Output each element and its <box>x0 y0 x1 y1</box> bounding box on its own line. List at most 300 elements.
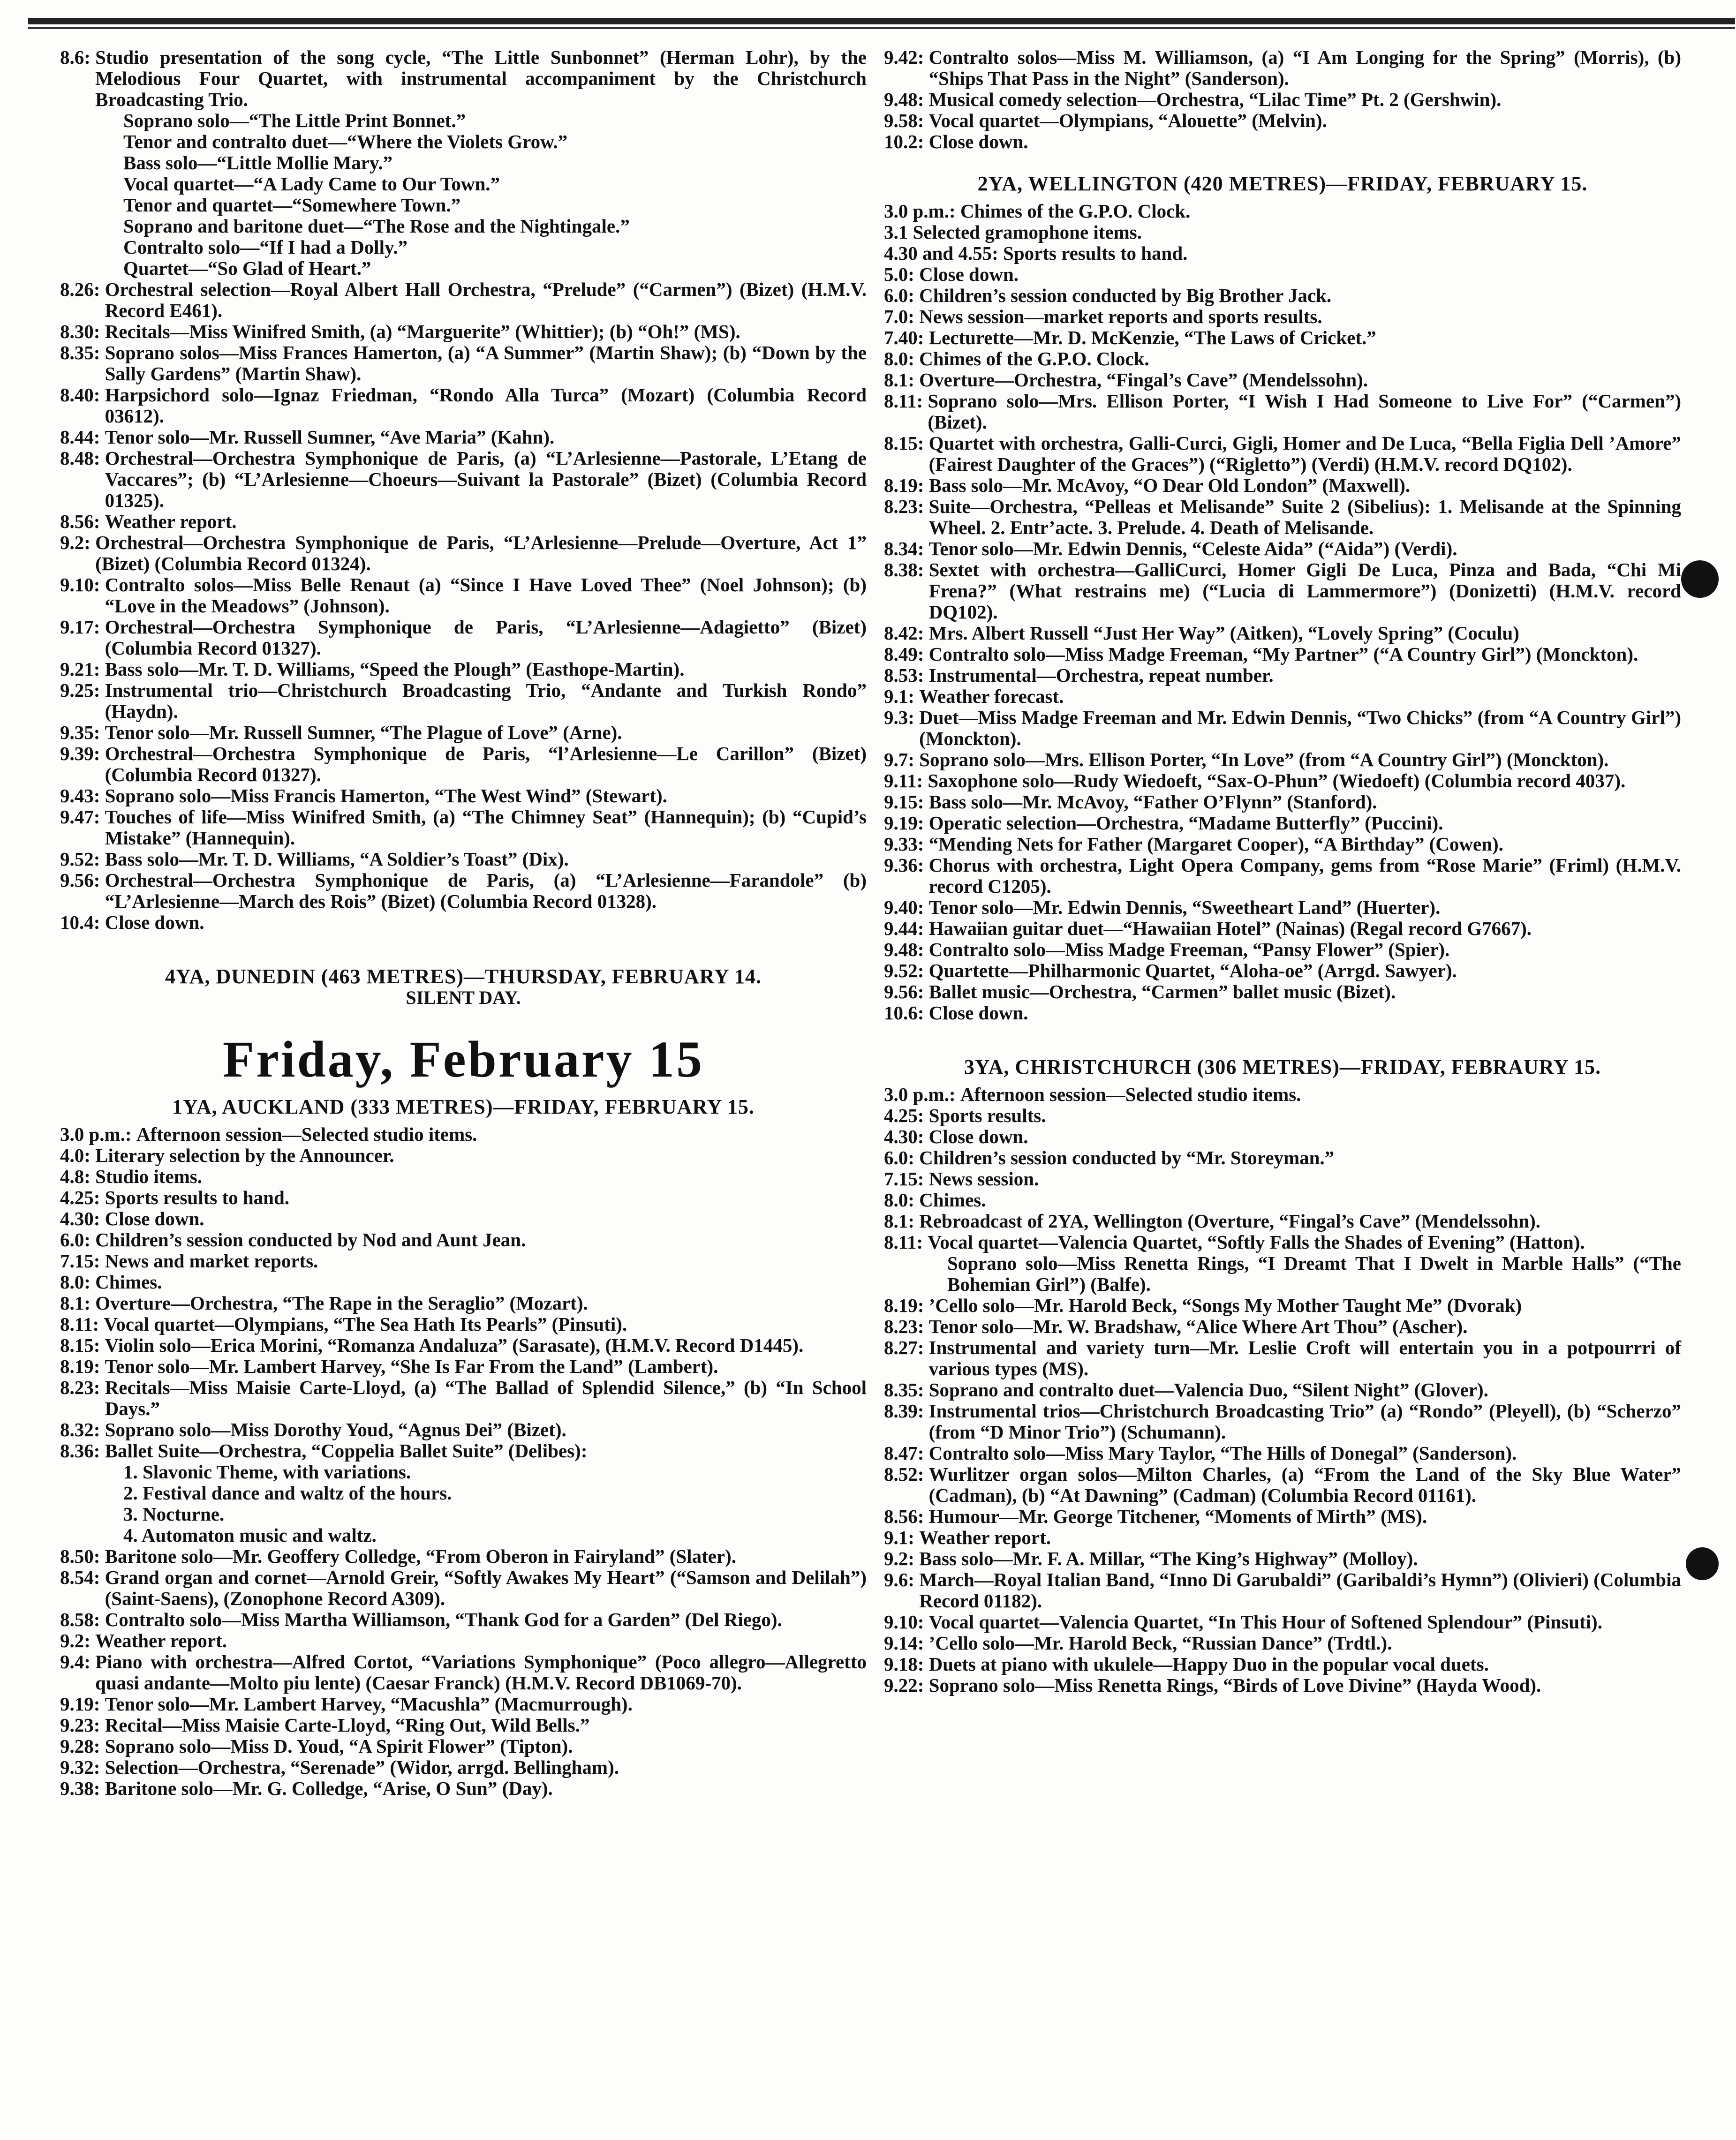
programme-time: 7.40: <box>884 327 924 348</box>
christchurch-thursday-continued <box>60 47 867 933</box>
programme-item <box>60 1145 867 1166</box>
programme-time: 3.0 p.m.: <box>60 1123 132 1145</box>
programme-item <box>60 1419 867 1440</box>
programme-time: 8.15: <box>884 432 924 454</box>
programme-time: 7.0: <box>884 306 914 327</box>
programme-description: Bass solo—Mr. McAvoy, “Father O’Flynn” (Stanford). <box>928 791 1377 813</box>
programme-item <box>884 538 1681 559</box>
programme-time: 9.2: <box>60 532 91 553</box>
programme-description: Chimes. <box>95 1271 162 1293</box>
programme-time: 9.2: <box>60 1630 91 1651</box>
programme-description: Tenor solo—Mr. W. Bradshaw, “Alice Where Art Thou” (Ascher). <box>928 1316 1468 1337</box>
programme-time: 8.27: <box>884 1337 924 1358</box>
top-rule <box>28 18 1735 24</box>
programme-item <box>884 1337 1681 1379</box>
programme-time: 8.0: <box>60 1271 91 1293</box>
programme-item <box>884 1464 1681 1506</box>
auckland-programme <box>60 1124 867 1799</box>
programme-item <box>884 1147 1681 1168</box>
programme-time: 8.6: <box>60 46 91 68</box>
programme-time: 9.15: <box>884 791 924 813</box>
programme-item <box>60 743 867 785</box>
programme-description: Bass solo—Mr. McAvoy, “O Dear Old London” (Maxwell). <box>928 475 1411 496</box>
programme-description: Ballet Suite—Orchestra, “Coppelia Ballet Suite” (Delibes): <box>105 1440 588 1462</box>
programme-time: 8.44: <box>60 426 100 448</box>
programme-subitem: 2. Festival dance and waltz of the hours. <box>123 1482 452 1504</box>
programme-item <box>884 665 1681 686</box>
programme-description: Overture—Orchestra, “The Rape in the Seraglio” (Mozart). <box>95 1292 588 1314</box>
programme-time: 9.58: <box>884 110 924 131</box>
programme-item <box>60 849 867 870</box>
programme-item <box>60 279 867 321</box>
programme-time: 8.56: <box>884 1506 924 1527</box>
programme-time: 9.39: <box>60 743 100 764</box>
programme-description: Studio items. <box>95 1166 202 1187</box>
ink-blot <box>1686 1547 1719 1580</box>
programme-description: Saxophone solo—Rudy Wiedoeft, “Sax-O-Phun” (Wiedoeft) (Columbia record 4037). <box>928 770 1626 791</box>
programme-time: 4.8: <box>60 1166 91 1187</box>
programme-time: 9.38: <box>60 1778 100 1799</box>
programme-item <box>884 1105 1681 1126</box>
programme-item <box>884 369 1681 391</box>
programme-description: Weather forecast. <box>919 686 1064 707</box>
programme-item <box>884 1295 1681 1316</box>
programme-description: Duet—Miss Madge Freeman and Mr. Edwin Dennis, “Two Chicks” (from “A Country Girl”) (Monckton). <box>919 707 1681 749</box>
programme-description: March—Royal Italian Band, “Inno Di Garubaldi” (Garibaldi’s Hymn”) (Olivieri) (Columbia Record 01182). <box>919 1569 1681 1612</box>
programme-description: News and market reports. <box>105 1250 318 1272</box>
programme-time: 9.33: <box>884 833 924 855</box>
programme-description: Close down. <box>919 264 1019 285</box>
programme-description: Contralto solo—Miss Madge Freeman, “My Partner” (“A Country Girl”) (Monckton). <box>928 643 1638 665</box>
programme-description: Duets at piano with ukulele—Happy Duo in the popular vocal duets. <box>928 1653 1489 1675</box>
programme-description: ’Cello solo—Mr. Harold Beck, “Russian Dance” (Trdtl.). <box>928 1632 1392 1654</box>
programme-time: 9.10: <box>884 1611 924 1633</box>
programme-time: 6.0: <box>884 1147 914 1168</box>
programme-time: 9.52: <box>60 848 100 870</box>
programme-description: Selected gramophone items. <box>913 221 1142 243</box>
programme-time: 8.49: <box>884 643 924 665</box>
programme-description: Bass solo—Mr. F. A. Millar, “The King’s Highway” (Molloy). <box>919 1548 1418 1569</box>
programme-description: Chorus with orchestra, Light Opera Company, gems from “Rose Marie” (Friml) (H.M.V. record C1205). <box>928 854 1681 897</box>
programme-time: 8.23: <box>60 1377 100 1398</box>
programme-item <box>60 1272 867 1293</box>
programme-subitem: Vocal quartet—“A Lady Came to Our Town.” <box>123 173 500 195</box>
programme-item <box>884 264 1681 285</box>
programme-description: Soprano solo—Mrs. Ellison Porter, “In Love” (from “A Country Girl”) (Monckton). <box>919 749 1609 770</box>
programme-time: 8.52: <box>884 1463 924 1485</box>
programme-description: Close down. <box>105 1208 204 1229</box>
dunedin-heading: 4YA, DUNEDIN (463 METRES)—THURSDAY, FEBRUARY 14. <box>165 965 762 988</box>
programme-description: Ballet music—Orchestra, “Carmen” ballet music (Bizet). <box>928 981 1396 1002</box>
programme-description: Weather report. <box>95 1630 227 1651</box>
programme-description: Afternoon session—Selected studio items. <box>960 1084 1301 1105</box>
programme-time: 8.54: <box>60 1567 100 1588</box>
programme-item <box>60 1736 867 1757</box>
programme-time: 9.56: <box>60 869 100 891</box>
programme-time: 8.39: <box>884 1400 924 1422</box>
programme-time: 7.15: <box>60 1250 100 1272</box>
programme-description: Chimes. <box>919 1189 986 1211</box>
programme-description: Contralto solos—Miss Belle Renaut (a) “Since I Have Loved Thee” (Noel Johnson); (b) “Love in the Meadows” (Johnson). <box>105 574 867 617</box>
programme-description: Recital—Miss Maisie Carte-Lloyd, “Ring Out, Wild Bells.” <box>105 1714 590 1736</box>
programme-description: Bass solo—Mr. T. D. Williams, “Speed the Plough” (Easthope-Martin). <box>105 658 685 680</box>
programme-description: Harpsichord solo—Ignaz Friedman, “Rondo Alla Turca” (Mozart) (Columbia Record 03612). <box>105 384 867 427</box>
programme-item <box>60 384 867 427</box>
programme-time: 8.11: <box>884 390 923 412</box>
programme-item <box>60 1166 867 1187</box>
programme-description: Orchestral—Orchestra Symphonique de Paris, “L’Arlesienne—Adagietto” (Bizet) (Columbia Record 01327). <box>105 616 867 659</box>
programme-description: ’Cello solo—Mr. Harold Beck, “Songs My Mother Taught Me” (Dvorak) <box>928 1295 1522 1316</box>
programme-item <box>884 306 1681 327</box>
programme-item <box>60 680 867 722</box>
programme-time: 9.2: <box>884 1548 914 1569</box>
programme-item <box>60 659 867 680</box>
programme-time: 8.23: <box>884 496 924 517</box>
programme-item <box>60 1251 867 1272</box>
programme-time: 9.7: <box>884 749 914 770</box>
programme-description: Sports results. <box>928 1105 1046 1126</box>
programme-time: 5.0: <box>884 264 914 285</box>
programme-item <box>60 785 867 806</box>
programme-description: Orchestral—Orchestra Symphonique de Paris, “L’Arlesienne—Prelude—Overture, Act 1” (Bizet) (Columbia Record 01324). <box>95 532 867 574</box>
programme-subitem: Tenor and contralto duet—“Where the Violets Grow.” <box>123 131 568 152</box>
programme-time: 4.30: <box>884 1126 924 1147</box>
programme-item <box>60 722 867 743</box>
programme-item <box>60 1651 867 1694</box>
programme-item <box>884 1548 1681 1569</box>
programme-item <box>884 1190 1681 1211</box>
programme-item <box>884 391 1681 433</box>
programme-item <box>884 1379 1681 1401</box>
programme-item <box>60 427 867 448</box>
programme-description: Instrumental trios—Christchurch Broadcasting Trio” (a) “Rondo” (Pleyell), (b) “Scherzo” (from “D Minor Trio”) (Schumann). <box>928 1400 1681 1443</box>
programme-item <box>884 475 1681 496</box>
right-column <box>884 47 1681 1696</box>
programme-subitem: Tenor and quartet—“Somewhere Town.” <box>123 194 461 216</box>
programme-time: 9.10: <box>60 574 100 595</box>
programme-description: Recitals—Miss Winifred Smith, (a) “Marguerite” (Whittier); (b) “Oh!” (MS). <box>105 321 740 342</box>
programme-time: 9.36: <box>884 854 924 876</box>
programme-description: Sports results to hand. <box>1003 242 1188 264</box>
programme-item <box>884 222 1681 243</box>
programme-subitem: Soprano solo—“The Little Print Bonnet.” <box>123 110 466 131</box>
programme-description: Tenor solo—Mr. Russell Sumner, “The Plague of Love” (Arne). <box>105 722 622 743</box>
programme-item <box>60 574 867 617</box>
programme-time: 8.56: <box>60 511 100 532</box>
programme-time: 9.23: <box>60 1714 100 1736</box>
programme-description: Mrs. Albert Russell “Just Her Way” (Aitken), “Lovely Spring” (Coculu) <box>928 622 1519 644</box>
programme-description: Soprano solo—Miss Dorothy Youd, “Agnus Dei” (Bizet). <box>105 1419 566 1440</box>
programme-time: 9.56: <box>884 981 924 1002</box>
programme-item <box>884 791 1681 813</box>
programme-item <box>60 1229 867 1251</box>
programme-description: Contralto solo—Miss Madge Freeman, “Pansy Flower” (Spier). <box>928 939 1450 960</box>
programme-item <box>884 1675 1681 1696</box>
programme-description: Vocal quartet—Olympians, “Alouette” (Melvin). <box>928 110 1327 131</box>
programme-item <box>884 131 1681 152</box>
programme-time: 9.11: <box>884 770 923 791</box>
programme-item <box>884 918 1681 939</box>
programme-item <box>60 448 867 511</box>
programme-description: Children’s session conducted by Nod and Aunt Jean. <box>95 1229 526 1251</box>
programme-subitem: Soprano and baritone duet—“The Rose and the Nightingale.” <box>123 215 630 237</box>
programme-description: Tenor solo—Mr. Lambert Harvey, “Macushla” (Macmurrough). <box>105 1693 633 1715</box>
programme-time: 4.25: <box>884 1105 924 1126</box>
programme-description: Bass solo—Mr. T. D. Williams, “A Soldier’s Toast” (Dix). <box>105 848 569 870</box>
programme-time: 9.40: <box>884 897 924 918</box>
programme-description: Sextet with orchestra—GalliCurci, Homer Gigli De Luca, Pinza and Bada, “Chi Mi Frena?” (What restrains me) (“Lucia di Lammermore”) (Donizetti) (H.M.V. record DQ102). <box>928 559 1681 623</box>
programme-item <box>60 617 867 659</box>
programme-time: 8.11: <box>60 1313 99 1335</box>
programme-time: 9.1: <box>884 686 914 707</box>
programme-description: Baritone solo—Mr. G. Colledge, “Arise, O Sun” (Day). <box>105 1778 553 1799</box>
programme-description: Operatic selection—Orchestra, “Madame Butterfly” (Puccini). <box>928 812 1443 834</box>
programme-time: 9.18: <box>884 1653 924 1675</box>
programme-item <box>884 201 1681 222</box>
programme-time: 8.19: <box>884 475 924 496</box>
programme-time: 6.0: <box>884 285 914 306</box>
programme-time: 8.32: <box>60 1419 100 1440</box>
programme-description: News session—market reports and sports results. <box>919 306 1322 327</box>
programme-description: Orchestral—Orchestra Symphonique de Paris, “l’Arlesienne—Le Carillon” (Bizet) (Columbia Record 01327). <box>105 743 867 785</box>
programme-description: Soprano solos—Miss Frances Hamerton, (a) “A Summer” (Martin Shaw); (b) “Down by the Sally Gardens” (Martin Shaw). <box>105 342 867 384</box>
programme-time: 4.30: <box>60 1208 100 1229</box>
programme-description: Chimes of the G.P.O. Clock. <box>960 200 1191 222</box>
programme-item <box>884 1211 1681 1232</box>
programme-time: 4.0: <box>60 1145 91 1166</box>
programme-item <box>884 813 1681 834</box>
programme-item <box>884 960 1681 981</box>
programme-time: 8.40: <box>60 384 100 406</box>
programme-item <box>60 342 867 384</box>
programme-item <box>884 243 1681 264</box>
programme-time: 9.4: <box>60 1651 91 1673</box>
programme-description: Soprano solo—Miss Francis Hamerton, “The West Wind” (Stewart). <box>105 785 667 806</box>
programme-description: Hawaiian guitar duet—“Hawaiian Hotel” (Nainas) (Regal record G7667). <box>928 918 1532 939</box>
programme-description: Contralto solo—Miss Martha Williamson, “Thank God for a Garden” (Del Riego). <box>105 1609 782 1630</box>
programme-item <box>60 1757 867 1778</box>
programme-item <box>60 870 867 912</box>
programme-description: Vocal quartet—Olympians, “The Sea Hath Its Pearls” (Pinsuti). <box>104 1313 627 1335</box>
wellington-programme <box>884 201 1681 1024</box>
programme-time: 3.0 p.m.: <box>884 1084 956 1105</box>
programme-time: 8.0: <box>884 348 914 369</box>
programme-item <box>60 511 867 532</box>
programme-time: 9.47: <box>60 806 100 828</box>
programme-item <box>60 806 867 849</box>
programme-description: Close down. <box>928 1126 1028 1147</box>
programme-time: 9.48: <box>884 89 924 110</box>
programme-description: Suite—Orchestra, “Pelleas et Melisande” Suite 2 (Sibelius): 1. Melisande at the Spinning Wheel. 2. Entr’acte. 3. Prelude. 4. Death of Melisande. <box>928 496 1681 538</box>
programme-description: Contralto solos—Miss M. Williamson, (a) “I Am Longing for the Spring” (Morris), (b) “Ships That Pass in the Night” (Sanderson). <box>928 46 1681 89</box>
programme-description: Sports results to hand. <box>105 1187 290 1208</box>
programme-description: Violin solo—Erica Morini, “Romanza Andaluza” (Sarasate), (H.M.V. Record D1445). <box>105 1334 804 1356</box>
programme-description: Orchestral—Orchestra Symphonique de Paris, (a) “L’Arlesienne—Farandole” (b) “L’Arlesienne—March des Rois” (Bizet) (Columbia Record 01328). <box>105 869 867 912</box>
programme-description: Studio presentation of the song cycle, “The Little Sunbonnet” (Herman Lohr), by the Melodious Four Quartet, with instrumental accompaniment by the Christchurch Broadcasting Trio. <box>95 46 867 110</box>
programme-time: 8.1: <box>884 369 914 391</box>
programme-description: Wurlitzer organ solos—Milton Charles, (a) “From the Land of the Sky Blue Water” (Cadman), (b) “At Dawning” (Cadman) (Columbia Record 01161). <box>928 1463 1681 1506</box>
programme-item <box>884 433 1681 475</box>
programme-time: 9.19: <box>60 1693 100 1715</box>
programme-description: Quartet with orchestra, Galli-Curci, Gigli, Homer and De Luca, “Bella Figlia Dell ’Amore” (Fairest Daughter of the Graces”) (“Rigletto”) (Verdi) (H.M.V. record DQ102). <box>928 432 1681 475</box>
auckland-programme-continued <box>884 47 1681 152</box>
programme-time: 8.34: <box>884 538 924 559</box>
programme-item <box>60 1609 867 1630</box>
programme-time: 8.35: <box>884 1379 924 1401</box>
programme-item <box>884 285 1681 306</box>
programme-description: Close down. <box>105 912 204 933</box>
programme-item <box>884 47 1681 89</box>
programme-subitem: Soprano solo—Miss Renetta Rings, “I Dreamt That I Dwelt in Marble Halls” (“The Bohemian Girl”) (Balfe). <box>947 1252 1681 1295</box>
programme-subitem: Quartet—“So Glad of Heart.” <box>123 257 371 279</box>
programme-description: Instrumental trio—Christchurch Broadcasting Trio, “Andante and Turkish Rondo” (Haydn). <box>105 679 867 722</box>
programme-time: 8.48: <box>60 447 100 469</box>
programme-time: 8.26: <box>60 279 100 300</box>
programme-item <box>884 1232 1681 1253</box>
programme-time: 9.44: <box>884 918 924 939</box>
programme-item <box>60 1694 867 1715</box>
programme-description: Close down. <box>928 1002 1028 1024</box>
programme-description: Contralto solo—Miss Mary Taylor, “The Hills of Donegal” (Sanderson). <box>928 1442 1517 1464</box>
programme-time: 6.0: <box>60 1229 91 1251</box>
programme-time: 10.2: <box>884 131 924 152</box>
programme-item <box>884 327 1681 348</box>
programme-item <box>884 110 1681 131</box>
programme-description: Instrumental and variety turn—Mr. Leslie Croft will entertain you in a potpourrri of various types (MS). <box>928 1337 1681 1379</box>
programme-time: 4.25: <box>60 1187 100 1208</box>
programme-item <box>884 1569 1681 1612</box>
auckland-heading: 1YA, AUCKLAND (333 METRES)—FRIDAY, FEBRUARY 15. <box>172 1095 755 1118</box>
programme-item <box>884 1002 1681 1024</box>
programme-time: 9.21: <box>60 658 100 680</box>
programme-item <box>60 1715 867 1736</box>
programme-description: Literary selection by the Announcer. <box>95 1145 394 1166</box>
programme-item <box>884 1633 1681 1654</box>
programme-description: Weather report. <box>105 511 237 532</box>
programme-item <box>60 1208 867 1229</box>
programme-description: Instrumental—Orchestra, repeat number. <box>928 664 1274 686</box>
programme-item <box>884 939 1681 960</box>
programme-description: Afternoon session—Selected studio items. <box>136 1123 477 1145</box>
programme-time: 8.1: <box>884 1210 914 1232</box>
programme-description: Grand organ and cornet—Arnold Greir, “Softly Awakes My Heart” (“Samson and Delilah”) (Saint-Saens), (Zonophone Record A309). <box>105 1567 867 1609</box>
programme-item <box>884 1316 1681 1337</box>
programme-item <box>884 1401 1681 1443</box>
programme-time: 8.53: <box>884 664 924 686</box>
programme-item <box>60 1124 867 1145</box>
programme-time: 4.30 and 4.55: <box>884 242 998 264</box>
programme-time: 8.36: <box>60 1440 100 1462</box>
programme-time: 8.23: <box>884 1316 924 1337</box>
programme-description: Children’s session conducted by Big Brother Jack. <box>919 285 1332 306</box>
programme-description: Musical comedy selection—Orchestra, “Lilac Time” Pt. 2 (Gershwin). <box>928 89 1502 110</box>
programme-item <box>884 644 1681 665</box>
programme-time: 3.1 <box>884 221 908 243</box>
programme-time: 9.14: <box>884 1632 924 1654</box>
programme-time: 8.47: <box>884 1442 924 1464</box>
programme-time: 9.3: <box>884 707 914 728</box>
programme-time: 8.19: <box>60 1356 100 1377</box>
programme-subitem: 1. Slavonic Theme, with variations. <box>123 1461 411 1483</box>
programme-time: 9.28: <box>60 1735 100 1757</box>
programme-item <box>60 1335 867 1356</box>
programme-description: Vocal quartet—Valencia Quartet, “Softly Falls the Shades of Evening” (Hatton). <box>928 1231 1585 1253</box>
programme-description: Overture—Orchestra, “Fingal’s Cave” (Mendelssohn). <box>919 369 1368 391</box>
programme-item <box>884 1612 1681 1633</box>
christchurch-heading: 3YA, CHRISTCHURCH (306 METRES)—FRIDAY, FEBRAURY 15. <box>964 1055 1601 1078</box>
programme-description: Baritone solo—Mr. Geoffery Colledge, “From Oberon in Fairyland” (Slater). <box>105 1545 737 1567</box>
programme-description: Soprano solo—Miss Renetta Rings, “Birds of Love Divine” (Hayda Wood). <box>928 1674 1541 1696</box>
programme-description: Vocal quartet—Valencia Quartet, “In This Hour of Softened Splendour” (Pinsuti). <box>928 1611 1602 1633</box>
programme-item <box>60 532 867 574</box>
programme-time: 10.6: <box>884 1002 924 1024</box>
programme-time: 8.35: <box>60 342 100 363</box>
programme-item <box>60 321 867 342</box>
programme-time: 9.1: <box>884 1527 914 1548</box>
programme-description: Lecturette—Mr. D. McKenzie, “The Laws of Cricket.” <box>928 327 1376 348</box>
programme-item <box>60 912 867 933</box>
programme-description: Tenor solo—Mr. Edwin Dennis, “Sweetheart Land” (Huerter). <box>928 897 1441 918</box>
programme-subitem: Contralto solo—“If I had a Dolly.” <box>123 236 408 258</box>
programme-description: Quartette—Philharmonic Quartet, “Aloha-oe” (Arrgd. Sawyer). <box>928 960 1457 981</box>
programme-item <box>884 1654 1681 1675</box>
programme-time: 9.43: <box>60 785 100 806</box>
programme-description: Close down. <box>928 131 1028 152</box>
left-column <box>60 47 867 1799</box>
ink-blot <box>1681 560 1719 598</box>
programme-item <box>884 1126 1681 1147</box>
programme-item <box>60 1630 867 1651</box>
programme-item <box>60 1356 867 1377</box>
programme-description: Tenor solo—Mr. Edwin Dennis, “Celeste Aida” (“Aida”) (Verdi). <box>928 538 1457 559</box>
programme-description: News session. <box>928 1168 1039 1190</box>
programme-description: “Mending Nets for Father (Margaret Cooper), “A Birthday” (Cowen). <box>928 833 1503 855</box>
programme-time: 7.15: <box>884 1168 924 1190</box>
programme-description: Soprano and contralto duet—Valencia Duo, “Silent Night” (Glover). <box>928 1379 1488 1401</box>
programme-item <box>60 1187 867 1208</box>
programme-item <box>60 47 867 110</box>
programme-time: 10.4: <box>60 912 100 933</box>
programme-description: Tenor solo—Mr. Russell Sumner, “Ave Maria” (Kahn). <box>105 426 555 448</box>
programme-time: 8.11: <box>884 1231 923 1253</box>
programme-time: 9.25: <box>60 679 100 701</box>
programme-description: Orchestral selection—Royal Albert Hall Orchestra, “Prelude” (“Carmen”) (Bizet) (H.M.V. Record E461). <box>105 279 867 321</box>
programme-item <box>884 1527 1681 1548</box>
programme-time: 9.22: <box>884 1674 924 1696</box>
programme-item <box>884 749 1681 770</box>
programme-time: 8.50: <box>60 1545 100 1567</box>
programme-time: 9.52: <box>884 960 924 981</box>
programme-subitem: Bass solo—“Little Mollie Mary.” <box>123 152 392 173</box>
programme-item <box>884 559 1681 623</box>
programme-time: 9.19: <box>884 812 924 834</box>
programme-time: 3.0 p.m.: <box>884 200 956 222</box>
programme-item <box>884 1168 1681 1190</box>
programme-subitem: 3. Nocturne. <box>123 1503 225 1525</box>
programme-item <box>884 981 1681 1002</box>
programme-description: Weather report. <box>919 1527 1051 1548</box>
programme-item <box>884 770 1681 791</box>
christchurch-programme <box>884 1084 1681 1696</box>
programme-item <box>884 834 1681 855</box>
programme-item <box>60 1314 867 1335</box>
programme-description: Orchestral—Orchestra Symphonique de Paris, (a) “L’Arlesienne—Pastorale, L’Etang de Vaccares”; (b) “L’Arlesienne—Choeurs—Suivant la Pastorale” (Bizet) (Columbia Record 01325). <box>105 447 867 511</box>
programme-time: 9.35: <box>60 722 100 743</box>
programme-item <box>60 1440 867 1462</box>
programme-description: Humour—Mr. George Titchener, “Moments of Mirth” (MS). <box>928 1506 1427 1527</box>
programme-description: Soprano solo—Miss D. Youd, “A Spirit Flower” (Tipton). <box>105 1735 573 1757</box>
programme-item <box>884 707 1681 749</box>
